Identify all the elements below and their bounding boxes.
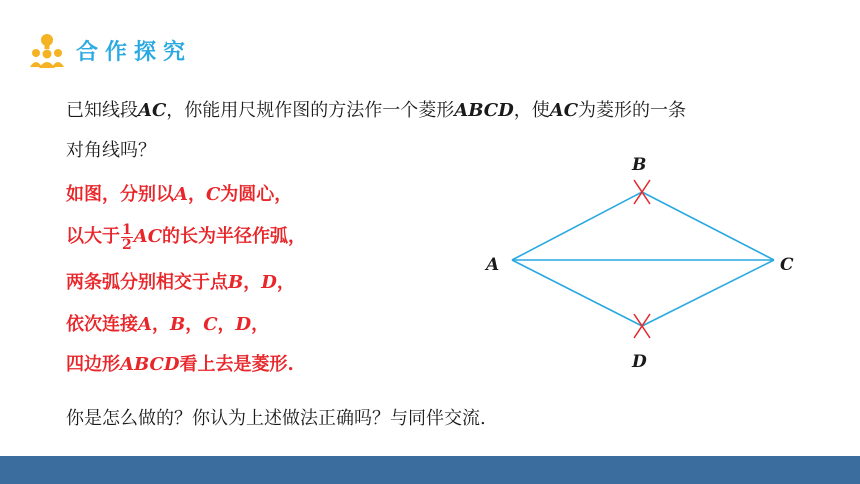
section-title: 合作探究: [76, 39, 193, 65]
segment-ab: [512, 192, 642, 260]
bottom-bar: [0, 456, 860, 484]
step-line-4: 依次连接A，B，C，D，: [66, 314, 270, 335]
people-lightbulb-icon: [28, 31, 66, 69]
fraction-one-half: $\frac{1}{2}$: [122, 221, 132, 253]
step-line-5: 四边形ABCD看上去是菱形.: [66, 354, 294, 375]
problem-line-1: 已知线段AC，你能用尺规作图的方法作一个菱形ABCD，使AC为菱形的一条: [66, 100, 687, 121]
step-line-1: 如图，分别以A，C为圆心，: [66, 184, 293, 205]
step-line-3: 两条弧分别相交于点B，D，: [66, 272, 295, 293]
segment-cd: [642, 260, 774, 326]
vertex-label-a: A: [486, 255, 500, 275]
step-line-2: 以大于 $\frac{1}{2}$ AC的长为半径作弧，: [66, 221, 307, 253]
vertex-label-d: D: [632, 352, 647, 372]
discussion-question: 你是怎么做的？你认为上述做法正确吗？与同伴交流.: [66, 408, 486, 429]
segment-da: [512, 260, 642, 326]
rhombus-figure: [480, 150, 810, 380]
section-header: [28, 30, 192, 70]
vertex-label-b: B: [632, 155, 647, 175]
vertex-label-c: C: [780, 255, 794, 275]
segment-bc: [642, 192, 774, 260]
problem-line-2: 对角线吗？: [66, 140, 156, 161]
